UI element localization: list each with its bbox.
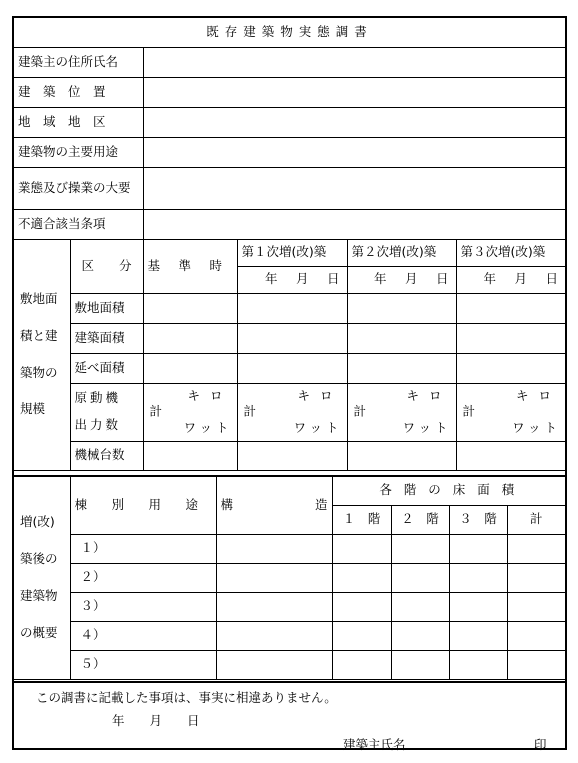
machines-label: 機械台数 (70, 441, 143, 470)
nonconform-field[interactable] (143, 209, 565, 239)
item-4-floor1[interactable] (332, 621, 391, 650)
motor-ext3-kilo: キロ (516, 387, 562, 403)
ext3-header: 第３次増(改)築 (456, 239, 565, 266)
motor-label-line2: 出力数 (74, 417, 122, 432)
motor-ext1[interactable] (237, 383, 347, 441)
zone-label: 地 域 地 区 (14, 107, 143, 137)
floor2-header: ２ 階 (391, 505, 449, 534)
overview-label-4: の概要 (20, 624, 58, 640)
motor-ext1-total: 計 (243, 403, 257, 419)
machines-ext2[interactable] (347, 441, 456, 470)
ext2-header: 第２次増(改)築 (347, 239, 456, 266)
motor-ext2-watt: ワット (402, 419, 452, 435)
location-label: 建 築 位 置 (14, 77, 143, 107)
seal-label: 印 (534, 737, 547, 752)
item-5-floor1[interactable] (332, 650, 391, 679)
declaration-date[interactable]: 年 月 日 (112, 713, 200, 728)
overview-table (14, 475, 565, 680)
item-3-total[interactable] (507, 592, 565, 621)
owner-label: 建築主の住所氏名 (14, 47, 143, 77)
machines-ext1[interactable] (237, 441, 347, 470)
building-area-ext3[interactable] (456, 323, 565, 353)
motor-ext1-kilo: キロ (297, 387, 343, 403)
motor-base-total: 計 (149, 403, 163, 419)
item-4-structure[interactable] (216, 621, 332, 650)
nonconform-label: 不適合該当条項 (14, 209, 143, 239)
item-1-floor1[interactable] (332, 534, 391, 563)
overview-label-3: 建築物 (20, 587, 58, 603)
base-header: 基 準 時 (143, 239, 237, 293)
motor-ext2[interactable] (347, 383, 456, 441)
declaration-area (14, 681, 565, 750)
owner-field[interactable] (143, 47, 565, 77)
item-4-total[interactable] (507, 621, 565, 650)
item-2: ２） (70, 563, 216, 592)
motor-ext3-watt: ワット (512, 419, 562, 435)
overview-label-2: 築後の (20, 550, 58, 566)
info-table (14, 18, 565, 471)
item-2-floor1[interactable] (332, 563, 391, 592)
motor-ext3[interactable] (456, 383, 565, 441)
site-area-label: 敷地面積 (70, 293, 143, 323)
overview-label-1: 増(改) (20, 514, 55, 529)
item-1-total[interactable] (507, 534, 565, 563)
motor-label (70, 383, 143, 441)
floor-area-header: 各 階 の 床 面 積 (332, 476, 565, 505)
item-3-structure[interactable] (216, 592, 332, 621)
use-field[interactable] (143, 137, 565, 167)
motor-ext1-watt: ワット (293, 419, 343, 435)
zone-field[interactable] (143, 107, 565, 137)
item-1-floor3[interactable] (449, 534, 507, 563)
scale-label-4: 規模 (20, 401, 46, 417)
business-label: 業態及び操業の大要 (14, 167, 143, 209)
item-5: ５） (70, 650, 216, 679)
machines-base[interactable] (143, 441, 237, 470)
item-2-floor2[interactable] (391, 563, 449, 592)
motor-base[interactable] (143, 383, 237, 441)
use-by-building-header: 棟 別 用 途 (70, 476, 216, 534)
item-3-floor2[interactable] (391, 592, 449, 621)
motor-base-kilo: キロ (187, 387, 233, 403)
item-4-floor3[interactable] (449, 621, 507, 650)
scale-section-label (14, 239, 70, 470)
ext1-header: 第１次増(改)築 (237, 239, 347, 266)
machines-ext3[interactable] (456, 441, 565, 470)
ext3-date: 年 月 日 (456, 266, 565, 293)
motor-base-watt: ワット (183, 419, 233, 435)
motor-ext2-kilo: キロ (406, 387, 452, 403)
ext2-date: 年 月 日 (347, 266, 456, 293)
floor3-header: ３ 階 (449, 505, 507, 534)
floor1-header: １ 階 (332, 505, 391, 534)
overview-section-label (14, 476, 70, 679)
item-4: ４） (70, 621, 216, 650)
item-4-floor2[interactable] (391, 621, 449, 650)
site-area-ext3[interactable] (456, 293, 565, 323)
survey-form (12, 16, 567, 750)
building-area-ext2[interactable] (347, 323, 456, 353)
item-3-floor1[interactable] (332, 592, 391, 621)
item-3-floor3[interactable] (449, 592, 507, 621)
total-area-ext3[interactable] (456, 353, 565, 383)
item-2-total[interactable] (507, 563, 565, 592)
owner-name-label: 建築主氏名 (343, 737, 406, 752)
item-5-structure[interactable] (216, 650, 332, 679)
form-title: 既存建築物実態調書 (14, 18, 565, 47)
item-5-total[interactable] (507, 650, 565, 679)
division-header: 区 分 (70, 239, 143, 293)
total-area-ext1[interactable] (237, 353, 347, 383)
business-field[interactable] (143, 167, 565, 209)
building-area-base[interactable] (143, 323, 237, 353)
floor-total-header: 計 (507, 505, 565, 534)
item-2-floor3[interactable] (449, 563, 507, 592)
declaration-text: この調書に記載した事項は、事実に相違ありません。 (36, 690, 337, 705)
item-1: １） (70, 534, 216, 563)
scale-label-1: 敷地面 (20, 290, 58, 306)
site-area-ext2[interactable] (347, 293, 456, 323)
ext1-date: 年 月 日 (237, 266, 347, 293)
building-area-ext1[interactable] (237, 323, 347, 353)
total-area-ext2[interactable] (347, 353, 456, 383)
motor-label-line1: 原動機 (74, 390, 122, 406)
scale-label-3: 築物の (20, 364, 58, 380)
building-area-label: 建築面積 (70, 323, 143, 353)
item-3: ３） (70, 592, 216, 621)
use-label: 建築物の主要用途 (14, 137, 143, 167)
item-1-structure[interactable] (216, 534, 332, 563)
total-area-base[interactable] (143, 353, 237, 383)
item-1-floor2[interactable] (391, 534, 449, 563)
motor-ext2-total: 計 (353, 403, 367, 419)
site-area-base[interactable] (143, 293, 237, 323)
location-field[interactable] (143, 77, 565, 107)
item-5-floor3[interactable] (449, 650, 507, 679)
item-5-floor2[interactable] (391, 650, 449, 679)
motor-ext3-total: 計 (462, 403, 476, 419)
total-area-label: 延べ面積 (70, 353, 143, 383)
structure-header: 構 造 (216, 476, 332, 534)
site-area-ext1[interactable] (237, 293, 347, 323)
item-2-structure[interactable] (216, 563, 332, 592)
scale-label-2: 積と建 (20, 327, 58, 343)
